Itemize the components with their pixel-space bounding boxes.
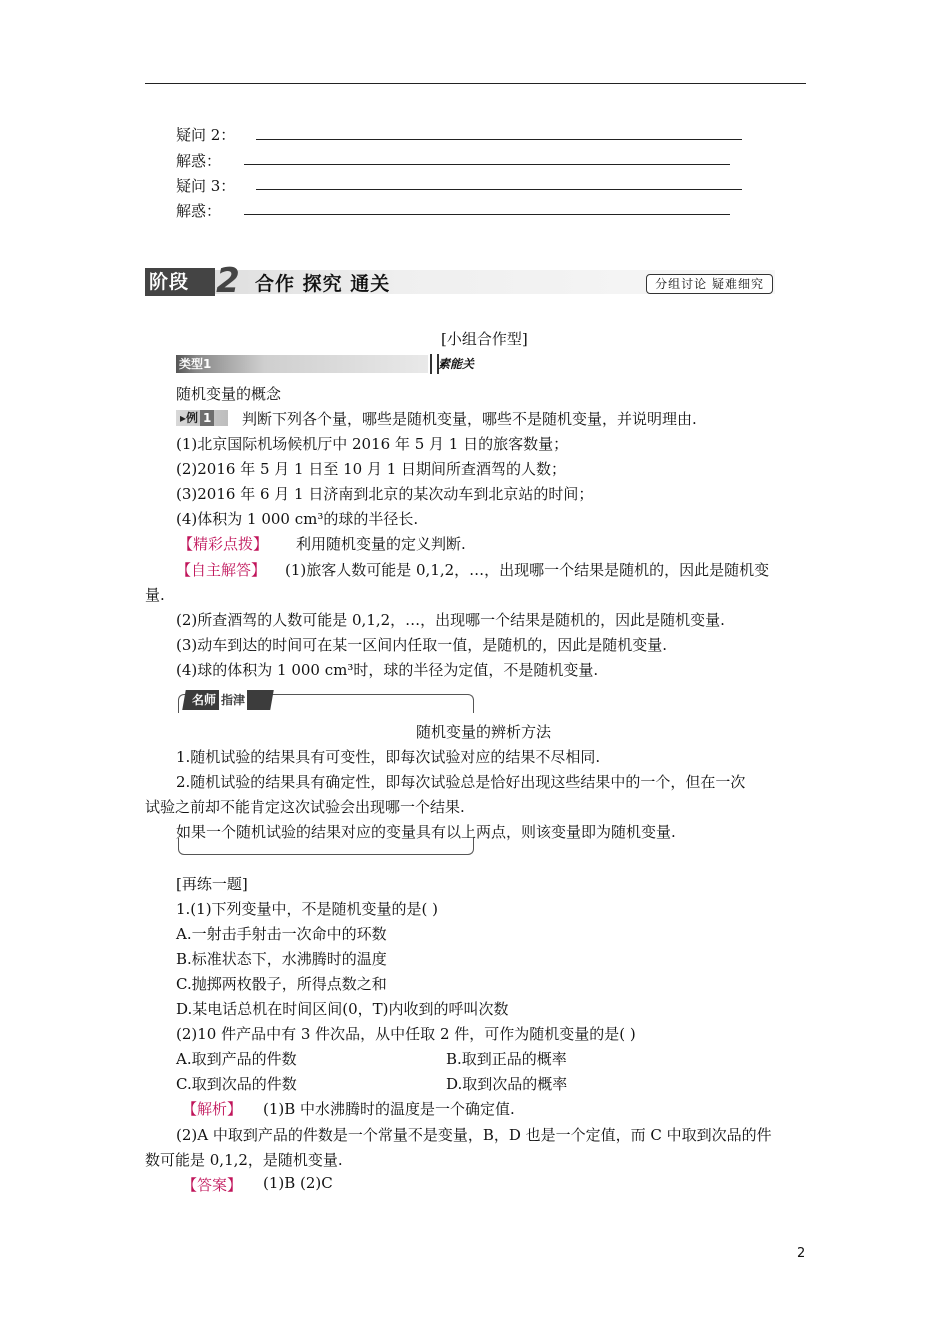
option-item[interactable]: A.一射击手射击一次命中的环数 bbox=[176, 925, 387, 943]
tip-title: 随机变量的辨析方法 bbox=[416, 723, 552, 741]
analysis-line: 数可能是 0,1,2，是随机变量. bbox=[145, 1151, 343, 1169]
tip-paragraph: 1.随机试验的结果具有可变性，即每次试验对应的结果不尽相同. bbox=[176, 748, 601, 766]
example-item: (3)2016 年 6 月 1 日济南到北京的某次动车到北京站的时间； bbox=[176, 485, 594, 503]
group-type-heading: [小组合作型] bbox=[441, 330, 528, 348]
answer-line[interactable] bbox=[244, 164, 730, 165]
tip-paragraph: 如果一个随机试验的结果对应的变量具有以上两点，则该变量即为随机变量. bbox=[176, 823, 676, 841]
example-prompt: 判断下列各个量，哪些是随机变量，哪些不是随机变量，并说明理由. bbox=[242, 410, 697, 428]
answer-label: 【答案】 bbox=[182, 1176, 243, 1194]
practice-question: (2)10 件产品中有 3 件次品，从中任取 2 件，可作为随机变量的是( ) bbox=[176, 1025, 636, 1043]
analysis-line: (1)B 中水沸腾时的温度是一个确定值. bbox=[263, 1100, 515, 1118]
option-item[interactable]: D.取到次品的概率 bbox=[446, 1075, 568, 1093]
solution-line: (3)动车到达的时间可在某一区间内任取一值，是随机的，因此是随机变量. bbox=[176, 636, 668, 654]
tip-tab bbox=[182, 690, 274, 710]
answer-line[interactable] bbox=[256, 189, 742, 190]
type-label: 类型1 bbox=[179, 357, 212, 371]
type-tag: 素能关 bbox=[438, 357, 475, 371]
stage-number: 2 bbox=[216, 261, 240, 301]
stage-pill: 分组讨论 疑难细究 bbox=[646, 274, 773, 294]
header-rule bbox=[145, 83, 806, 84]
option-item[interactable]: C.抛掷两枚骰子，所得点数之和 bbox=[176, 975, 387, 993]
answer-line[interactable] bbox=[256, 139, 742, 140]
play-icon: ▸ bbox=[180, 411, 187, 425]
answer-text: (1)B (2)C bbox=[263, 1174, 333, 1192]
solution-line: (1)旅客人数可能是 0,1,2，…，出现哪一个结果是随机的，因此是随机变 bbox=[285, 561, 770, 579]
example-tag bbox=[176, 410, 228, 426]
solution-line: (2)所查酒驾的人数可能是 0,1,2，…，出现哪一个结果是随机的，因此是随机变量. bbox=[176, 611, 725, 629]
stage-label: 阶段 bbox=[145, 268, 215, 296]
option-item[interactable]: B.取到正品的概率 bbox=[446, 1050, 567, 1068]
type-bar-background bbox=[176, 355, 428, 373]
solution-label: 【自主解答】 bbox=[176, 561, 267, 579]
tip-tab-mini: 指津 bbox=[219, 690, 247, 710]
option-item[interactable]: D.某电话总机在时间区间(0，T)内收到的呼叫次数 bbox=[176, 1000, 509, 1018]
question-label: 解惑： bbox=[176, 152, 222, 170]
stage-title: 合作 探究 通关 bbox=[255, 273, 391, 295]
practice-question: 1.(1)下列变量中，不是随机变量的是( ) bbox=[176, 900, 439, 918]
tip-paragraph: 2.随机试验的结果具有确定性，即每次试验总是恰好出现这些结果中的一个，但在一次 bbox=[176, 773, 746, 791]
example-label: 例 bbox=[186, 411, 199, 425]
analysis-label: 【解析】 bbox=[182, 1100, 243, 1118]
type-bar bbox=[176, 353, 478, 375]
question-label: 疑问 3： bbox=[176, 177, 236, 195]
stage-banner bbox=[145, 261, 775, 301]
solution-line: (4)球的体积为 1 000 cm³时，球的半径为定值，不是随机变量. bbox=[176, 661, 599, 679]
practice-header: [再练一题] bbox=[176, 875, 248, 893]
question-label: 疑问 2： bbox=[176, 126, 236, 144]
option-item[interactable]: B.标准状态下，水沸腾时的温度 bbox=[176, 950, 387, 968]
hint-text: 利用随机变量的定义判断. bbox=[296, 535, 466, 553]
solution-line: 量. bbox=[145, 586, 165, 604]
option-item[interactable]: C.取到次品的件数 bbox=[176, 1075, 297, 1093]
analysis-line: (2)A 中取到产品的件数是一个常量不是变量，B，D 也是一个定值，而 C 中取到次品的件 bbox=[176, 1126, 772, 1144]
example-item: (4)体积为 1 000 cm³的球的半径长. bbox=[176, 510, 419, 528]
hint-label: 【精彩点拨】 bbox=[178, 535, 269, 553]
example-number: 1 bbox=[200, 410, 214, 426]
tip-tab-label: 名师 bbox=[192, 693, 217, 707]
example-item: (1)北京国际机场候机厅中 2016 年 5 月 1 日的旅客数量； bbox=[176, 435, 569, 453]
type-title: 随机变量的概念 bbox=[176, 385, 282, 403]
option-item[interactable]: A.取到产品的件数 bbox=[176, 1050, 297, 1068]
example-item: (2)2016 年 5 月 1 日至 10 月 1 日期间所查酒驾的人数； bbox=[176, 460, 567, 478]
question-label: 解惑： bbox=[176, 202, 222, 220]
page-number: 2 bbox=[797, 1246, 806, 1261]
tip-paragraph: 试验之前却不能肯定这次试验会出现哪一个结果. bbox=[145, 798, 465, 816]
answer-line[interactable] bbox=[244, 214, 730, 215]
